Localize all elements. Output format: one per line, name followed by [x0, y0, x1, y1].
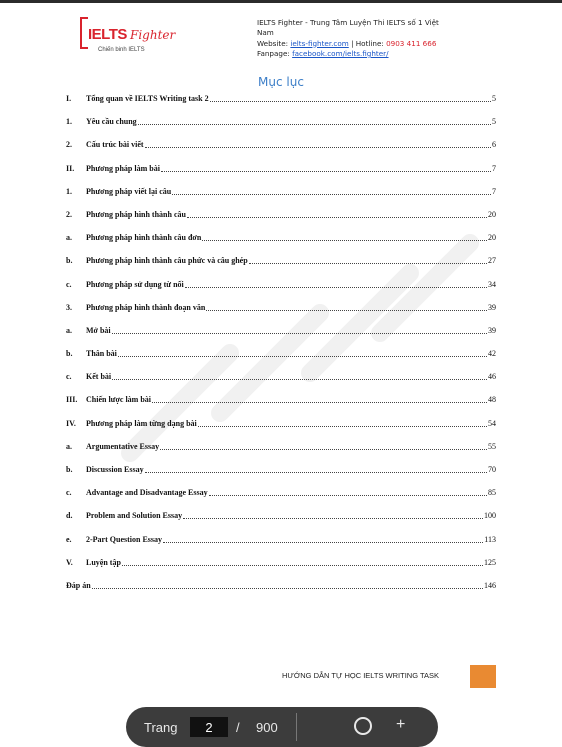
toc-entry-page: 34: [488, 279, 496, 289]
toc-entry-label: Phương pháp viết lại câu: [86, 186, 172, 196]
toc-entry[interactable]: [66, 210, 496, 233]
toc-dot-leader: [183, 511, 483, 519]
toc-entry-page: 85: [488, 488, 496, 498]
toc-entry-number: 3.: [66, 302, 72, 312]
toc-entry-number: b.: [66, 256, 73, 266]
toc-entry[interactable]: [66, 581, 496, 604]
fanpage-link[interactable]: facebook.com/ielts.fighter/: [292, 48, 389, 58]
page-label: Trang: [144, 720, 178, 735]
website-link[interactable]: ielts-fighter.com: [290, 38, 349, 48]
toc-entry-number: a.: [66, 233, 72, 243]
toc-dot-leader: [152, 395, 487, 403]
toc-entry-label: Phương pháp làm từng dạng bài: [86, 418, 197, 428]
toc-entry[interactable]: [66, 535, 496, 558]
toc-entry[interactable]: [66, 395, 496, 418]
toc-entry-number: 2.: [66, 209, 72, 219]
toc-entry[interactable]: [66, 488, 496, 511]
toc-entry-number: III.: [66, 395, 78, 405]
fanpage-label: Fanpage:: [257, 48, 290, 58]
toc-entry-page: 27: [488, 256, 496, 266]
toc-entry[interactable]: [66, 187, 496, 210]
footer-text: HƯỚNG DẪN TỰ HỌC IELTS WRITING TASK: [282, 671, 440, 680]
toc-entry-label: Phương pháp hình thành câu: [86, 209, 186, 219]
toc-dot-leader: [198, 419, 487, 427]
toc-entry-page: 42: [488, 349, 496, 359]
toc-entry-number: c.: [66, 372, 72, 382]
logo-subtitle: Chiến binh IELTS: [98, 47, 145, 53]
logo-script: Fighter: [130, 28, 176, 42]
toc-entry-label: Đáp án: [66, 580, 91, 590]
toc-entry-page: 5: [492, 94, 496, 103]
toc-dot-leader: [209, 488, 487, 496]
toc-entry-number: e.: [66, 534, 72, 544]
toc-dot-leader: [185, 280, 487, 288]
footer-accent-box: [470, 665, 496, 688]
toc-entry-page: 7: [492, 163, 496, 173]
toc-dot-leader: [160, 442, 487, 450]
toc-entry-page: 54: [488, 418, 496, 428]
toc-entry[interactable]: [66, 419, 496, 442]
header-contact: [257, 39, 467, 49]
toc-entry-page: 125: [484, 557, 496, 567]
toc-entry-page: 20: [488, 209, 496, 219]
toc-entry-page: 6: [492, 140, 496, 150]
zoom-out-icon[interactable]: [354, 717, 372, 735]
logo-text: IELTS: [88, 26, 127, 43]
toc-dot-leader: [163, 535, 483, 543]
toc-title: Mục lục: [258, 75, 304, 89]
toc-dot-leader: [210, 94, 491, 102]
toc-entry-label: Problem and Solution Essay: [86, 511, 183, 521]
page-navigation-bar: [126, 707, 438, 747]
toc-entry[interactable]: [66, 326, 496, 349]
document-page: [0, 3, 562, 729]
toc-entry-label: Tổng quan về IELTS Writing task 2: [86, 94, 209, 103]
toc-entry[interactable]: [66, 372, 496, 395]
current-page-input[interactable]: 2: [190, 717, 228, 737]
toc-entry-number: I.: [66, 94, 72, 103]
toc-entry-label: Yêu cầu chung: [86, 117, 137, 127]
toc-dot-leader: [206, 303, 487, 311]
toc-dot-leader: [187, 210, 487, 218]
toc-entry-label: Argumentative Essay: [86, 441, 160, 451]
header-line2: Nam: [257, 28, 274, 38]
toc-entry[interactable]: [66, 140, 496, 163]
header-fanpage: [257, 49, 467, 59]
toc-dot-leader: [145, 465, 487, 473]
toc-entry-label: Phương pháp hình thành đoạn văn: [86, 302, 206, 312]
toolbar-divider: [296, 713, 297, 741]
logo-bracket-icon: [80, 17, 88, 49]
toc-entry-label: Thân bài: [86, 349, 117, 359]
toc-entry-number: a.: [66, 325, 72, 335]
header-line1: IELTS Fighter - Trung Tâm Luyện Thi IELTS số 1 Việt: [257, 18, 439, 27]
toc-entry-label: Chiến lược làm bài: [86, 395, 152, 405]
toc-entry[interactable]: [66, 256, 496, 279]
toc-entry-label: Phương pháp sử dụng từ nối: [86, 279, 184, 289]
toc-entry-number: IV.: [66, 418, 76, 428]
toc-entry-page: 39: [488, 325, 496, 335]
toc-entry-page: 5: [492, 117, 496, 127]
toc-entry[interactable]: [66, 94, 496, 117]
toc-entry-label: Luyện tập: [86, 557, 121, 567]
toc-entry-page: 55: [488, 441, 496, 451]
toc-dot-leader: [249, 256, 487, 264]
toc-entry-page: 7: [492, 186, 496, 196]
toc-entry-number: II.: [66, 163, 75, 173]
toc-entry-page: 113: [484, 534, 496, 544]
toc-dot-leader: [145, 140, 491, 148]
hotline-label: | Hotline:: [351, 38, 384, 48]
toc-entry[interactable]: [66, 558, 496, 581]
toc-entry[interactable]: [66, 233, 496, 256]
toc-entry[interactable]: [66, 442, 496, 465]
toc-dot-leader: [161, 164, 491, 172]
toc-dot-leader: [112, 372, 487, 380]
toc-entry-label: Phương pháp hình thành câu đơn: [86, 233, 202, 243]
ielts-fighter-logo: [80, 17, 176, 61]
toc-entry[interactable]: [66, 465, 496, 488]
toc-entry-label: Kết bài: [86, 372, 112, 382]
toc-entry-label: Advantage and Disadvantage Essay: [86, 488, 208, 498]
toc-dot-leader: [112, 326, 487, 334]
toc-entry[interactable]: [66, 164, 496, 187]
zoom-in-icon[interactable]: +: [396, 716, 406, 733]
toc-entry[interactable]: [66, 511, 496, 534]
total-pages: 900: [256, 720, 278, 735]
toc-entry-label: Phương pháp hình thành câu phức và câu ghép: [86, 256, 248, 266]
toc-entry[interactable]: [66, 349, 496, 372]
toc-entry-number: a.: [66, 441, 72, 451]
toc-entry-page: 20: [488, 233, 496, 243]
toc-entry-number: 1.: [66, 117, 72, 127]
toc-entry-number: c.: [66, 488, 72, 498]
toc-entry-label: 2-Part Question Essay: [86, 534, 162, 544]
toc-entry-page: 48: [488, 395, 496, 405]
toc-entry-label: Discussion Essay: [86, 465, 144, 474]
toc-entry-number: 1.: [66, 186, 72, 196]
toc-list: [66, 94, 496, 604]
toc-dot-leader: [172, 187, 491, 195]
toc-entry-label: Phương pháp làm bài: [86, 163, 160, 173]
hotline-number: 0903 411 666: [386, 38, 437, 48]
toc-entry[interactable]: [66, 117, 496, 140]
website-label: Website:: [257, 38, 289, 48]
toc-entry-number: b.: [66, 465, 73, 474]
toc-entry-page: 70: [488, 465, 496, 474]
toc-entry[interactable]: [66, 280, 496, 303]
toc-entry-number: b.: [66, 349, 73, 359]
toc-entry-page: 46: [488, 372, 496, 382]
toc-dot-leader: [122, 558, 483, 566]
toc-entry-label: Mở bài: [86, 325, 111, 335]
page-separator: /: [236, 720, 240, 735]
toc-entry[interactable]: [66, 303, 496, 326]
toc-entry-page: 39: [488, 302, 496, 312]
toc-entry-number: d.: [66, 511, 73, 521]
toc-entry-page: 146: [484, 580, 496, 590]
header-info: [257, 18, 467, 59]
toc-entry-number: V.: [66, 557, 73, 567]
toc-dot-leader: [92, 581, 483, 589]
toc-entry-label: Cấu trúc bài viết: [86, 140, 144, 150]
toc-entry-number: 2.: [66, 140, 72, 150]
toc-dot-leader: [202, 233, 487, 241]
toc-entry-page: 100: [484, 511, 496, 521]
toc-dot-leader: [138, 117, 491, 125]
toc-dot-leader: [118, 349, 487, 357]
toc-entry-number: c.: [66, 279, 72, 289]
